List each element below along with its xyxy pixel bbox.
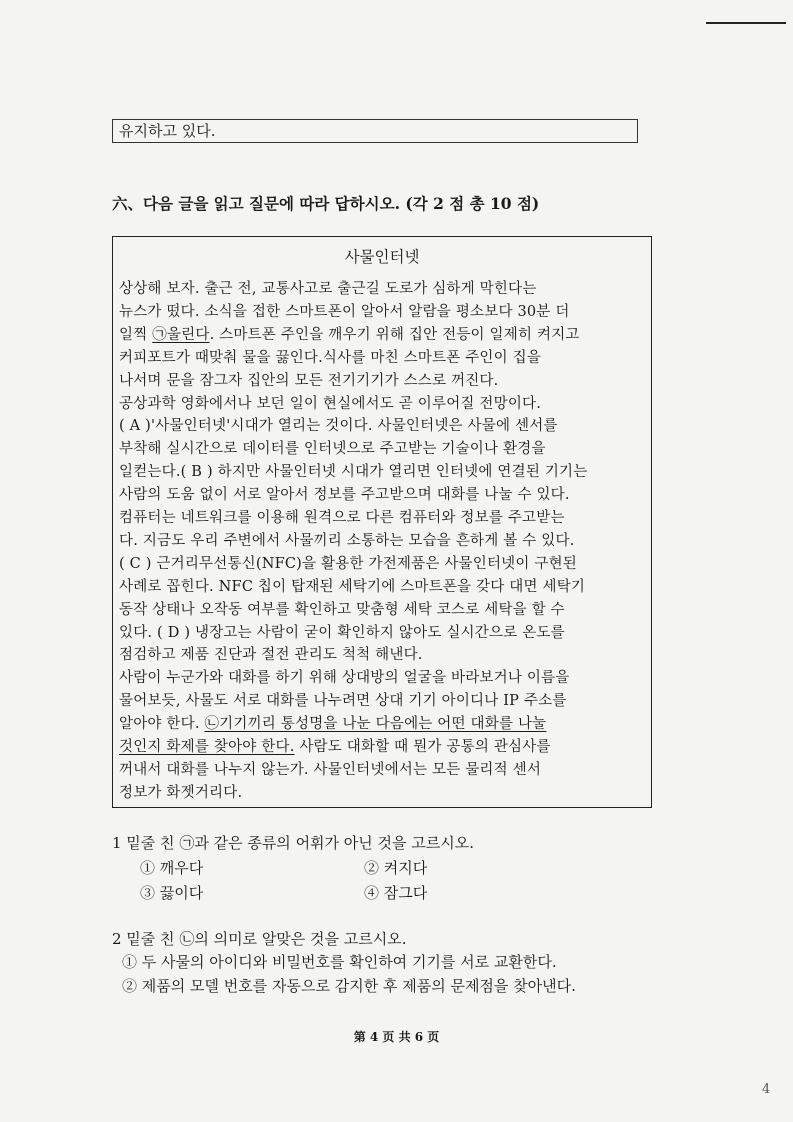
passage-line [119,414,558,435]
passage-line [119,712,546,733]
continued-text: 유지하고 있다. [119,122,216,140]
page-footer: 第 4 页 共 6 页 [353,1030,440,1044]
passage-text: 점검하고 제품 진단과 절전 관리도 척척 해낸다. [119,647,423,664]
question-1-option-4[interactable]: ④ 잠그다 [364,884,428,902]
passage-text: 컴퓨터는 네트워크를 이용해 원격으로 다른 컴퓨터와 정보를 주고받는 [119,510,565,526]
passage-text: 공상과학 영화에서나 보던 일이 현실에서도 곧 이루어질 전망이다. [119,395,542,412]
passage-line [119,552,577,573]
question-2-option-1[interactable]: ① 두 사물의 아이디와 비밀번호를 확인하여 기기를 서로 교환한다. [122,953,557,971]
passage-text: 커피포트가 때맞춰 물을 끓인다.식사를 마친 스마트폰 주인이 집을 [119,349,542,366]
passage-text: ( A )'사물인터넷'시대가 열리는 것이다. 사물인터넷은 사물에 센서를 [119,418,558,435]
corner-page-number: 4 [762,1082,771,1097]
passage-line [119,392,541,413]
passage-text: 사람의 도움 없이 서로 알아서 정보를 주고받으며 대화를 나눌 수 있다. [119,487,570,504]
passage-line [119,643,423,664]
passage-line [119,483,570,504]
passage-line [119,300,570,321]
passage-text: ( C ) 근거리무선통신(NFC)을 활용한 가전제품은 사물인터넷이 구현된 [119,555,578,572]
question-1-option-3[interactable]: ③ 끓이다 [140,884,204,902]
passage-line [119,735,551,756]
passage-text: 다. 지금도 우리 주변에서 사물끼리 소통하는 모습을 흔하게 볼 수 있다. [119,532,575,549]
section-heading: 六、다음 글을 읽고 질문에 따라 답하시오. (각 2 점 총 10 점) [112,194,540,213]
passage-text: 일찍 [119,326,153,343]
passage-text: 뉴스가 떴다. 소식을 접한 스마트폰이 알아서 알람을 평소보다 30분 더 [119,303,570,320]
passage-text: 있다. ( D ) 냉장고는 사람이 굳이 확인하지 않아도 실시간으로 온도를 [119,624,565,641]
passage-box [112,236,652,808]
passage-line [119,506,565,527]
passage-line [119,621,565,642]
passage-text: 사람이 누군가와 대화를 하기 위해 상대방의 얼굴을 바라보거나 이름을 [119,670,570,687]
passage-line [119,529,575,550]
passage-line [119,575,585,596]
passage-text: 꺼내서 대화를 나누지 않는가. 사물인터넷에서는 모든 물리적 센서 [119,761,542,778]
passage-text: 사례로 꼽힌다. NFC 칩이 탑재된 세탁기에 스마트폰을 갖다 대면 세탁기 [119,578,586,595]
passage-text: 정보가 화젯거리다. [119,784,243,801]
passage-line [119,758,541,779]
passage-line [119,781,242,802]
passage-text: 사람도 대화할 때 뭔가 공통의 관심사를 [294,739,551,755]
question-1-stem: 1 밑줄 친 ㉠과 같은 종류의 어휘가 아닌 것을 고르시오. [112,834,475,852]
passage-text: 알아야 한다. [119,716,205,733]
passage-text: 동작 상태나 오작동 여부를 확인하고 맞춤형 세탁 코스로 세탁을 할 수 [119,601,565,618]
question-1-option-2[interactable]: ② 켜지다 [364,859,428,877]
passage-text: 부착해 실시간으로 데이터를 인터넷으로 주고받는 기술이나 환경을 [119,441,546,458]
passage-line [119,369,498,390]
passage-line [119,460,587,481]
passage-line [119,689,567,710]
passage-title: 사물인터넷 [344,248,420,266]
underlined-phrase: 것인지 화제를 찾아야 한다. [119,739,295,755]
underlined-phrase: ㉡기기끼리 통성명을 나눈 다음에는 어떤 대화를 나눌 [204,716,547,733]
passage-text: 일컫는다.( B ) 하지만 사물인터넷 시대가 열리면 인터넷에 연결된 기기는 [119,464,588,481]
passage-text: 물어보듯, 사물도 서로 대화를 나누려면 상대 기기 아이디나 IP 주소를 [119,693,567,710]
top-rule [706,22,786,24]
passage-line [119,346,541,367]
question-2-stem: 2 밑줄 친 ㉡의 의미로 알맞은 것을 고르시오. [112,930,407,948]
question-1-option-1[interactable]: ① 깨우다 [140,859,204,877]
passage-text: . 스마트폰 주인을 깨우기 위해 집안 전등이 일제히 켜지고 [209,326,580,343]
passage-text: 나서며 문을 잠그자 집안의 모든 전기기기가 스스로 꺼진다. [119,372,499,389]
continued-text-box [112,119,638,143]
passage-line [119,437,546,458]
passage-line [119,323,580,344]
question-2-option-2[interactable]: ② 제품의 모델 번호를 자동으로 감지한 후 제품의 문제점을 찾아낸다. [122,977,576,995]
passage-text: 상상해 보자. 출근 전, 교통사고로 출근길 도로가 심하게 막힌다는 [119,281,537,297]
passage-line [119,277,536,298]
passage-line [119,598,565,619]
passage-line [119,666,569,687]
underlined-phrase: ㉠울린다 [152,326,210,343]
